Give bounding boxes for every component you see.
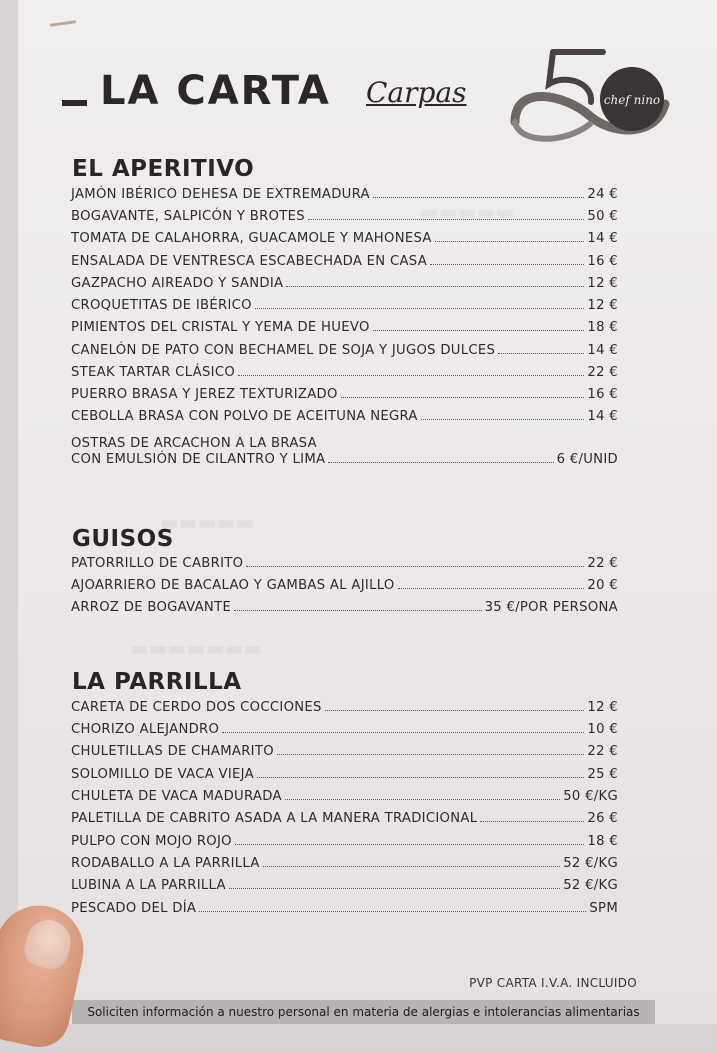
item-name: LUBINA A LA PARRILLA <box>71 878 226 893</box>
allergy-notice <box>72 1000 655 1024</box>
item-name: CHULETILLAS DE CHAMARITO <box>71 744 274 759</box>
dot-leader <box>498 353 584 354</box>
menu-item <box>71 767 618 787</box>
dot-leader <box>263 866 561 867</box>
item-price: 22 € <box>587 556 618 571</box>
menu-item <box>71 878 618 898</box>
menu-item <box>71 254 618 274</box>
item-name: CROQUETITAS DE IBÉRICO <box>71 298 252 313</box>
item-name: ENSALADA DE VENTRESCA ESCABECHADA EN CASA <box>71 254 428 269</box>
item-price: 16 € <box>587 254 618 269</box>
section-title-aperitivo: EL APERITIVO <box>72 156 255 182</box>
item-name: PUERRO BRASA Y JEREZ TEXTURIZADO <box>71 387 338 402</box>
item-price: 50 € <box>587 209 618 224</box>
allergy-notice-text: Soliciten información a nuestro personal en materia de alergias e intolerancias alimentarias <box>87 1005 640 1019</box>
dot-leader <box>234 610 482 611</box>
item-name: PULPO CON MOJO ROJO <box>71 834 232 849</box>
logo-text: chef nino <box>603 93 661 107</box>
menu-item <box>71 365 618 385</box>
item-price: 18 € <box>587 320 618 335</box>
item-name: CARETA DE CERDO DOS COCCIONES <box>71 700 322 715</box>
menu-item <box>71 343 618 363</box>
item-name: PATORRILLO DE CABRITO <box>71 556 244 571</box>
dot-leader <box>373 197 585 198</box>
item-price: SPM <box>589 901 618 916</box>
menu-title: LA CARTA <box>100 68 331 114</box>
item-price: 10 € <box>587 722 618 737</box>
dot-leader <box>277 754 585 755</box>
menu-item <box>71 744 618 764</box>
item-price: 20 € <box>587 578 618 593</box>
item-name: RODABALLO A LA PARRILLA <box>71 856 260 871</box>
item-price: 24 € <box>587 187 618 202</box>
menu-item <box>71 187 618 207</box>
item-price: 52 €/KG <box>563 878 618 893</box>
item-name: TOMATA DE CALAHORRA, GUACAMOLE Y MAHONESA <box>71 231 432 246</box>
item-price: 52 €/KG <box>563 856 618 871</box>
dot-leader <box>435 241 585 242</box>
dot-leader <box>328 462 553 463</box>
dot-leader <box>255 308 585 309</box>
dot-leader <box>373 330 585 331</box>
menu-item <box>71 901 618 921</box>
menu-item <box>71 856 618 876</box>
dot-leader <box>238 375 584 376</box>
section-title-parrilla: LA PARRILLA <box>72 669 242 695</box>
item-name: PESCADO DEL DÍA <box>71 901 197 916</box>
vat-note: PVP CARTA I.V.A. INCLUIDO <box>469 976 637 990</box>
dot-leader <box>235 844 585 845</box>
item-price: 12 € <box>587 298 618 313</box>
menu-item <box>71 320 618 340</box>
item-name-second-line: CON EMULSIÓN DE CILANTRO Y LIMA <box>71 452 326 467</box>
dot-leader <box>421 419 585 420</box>
menu-item <box>71 722 618 742</box>
item-name: CANELÓN DE PATO CON BECHAMEL DE SOJA Y JUGOS DULCES <box>71 343 496 358</box>
menu-item <box>71 789 618 809</box>
menu-item <box>71 409 618 429</box>
bleed-through-shape: ▬▬▬▬▬ <box>420 200 515 224</box>
item-price: 26 € <box>587 811 618 826</box>
chef-nino-50-logo <box>505 44 675 154</box>
menu-item <box>71 452 618 472</box>
menu-item <box>71 700 618 720</box>
bleed-through-shape: ▬▬▬▬▬▬▬ <box>130 636 263 660</box>
dot-leader <box>341 397 585 398</box>
dot-leader <box>246 566 584 567</box>
menu-item <box>71 578 618 598</box>
header-dash <box>62 100 87 106</box>
item-price: 6 €/UNID <box>556 452 618 467</box>
item-name: AJOARRIERO DE BACALAO Y GAMBAS AL AJILLO <box>71 578 395 593</box>
dot-leader <box>286 286 584 287</box>
item-price: 12 € <box>587 276 618 291</box>
item-price: 35 €/POR PERSONA <box>484 600 618 615</box>
item-price: 22 € <box>587 365 618 380</box>
item-name: PIMIENTOS DEL CRISTAL Y YEMA DE HUEVO <box>71 320 370 335</box>
dot-leader <box>222 732 584 733</box>
dot-leader <box>308 219 585 220</box>
item-price: 12 € <box>587 700 618 715</box>
menu-item <box>71 556 618 576</box>
item-price: 18 € <box>587 834 618 849</box>
item-name: JAMÓN IBÉRICO DEHESA DE EXTREMADURA <box>71 187 370 202</box>
section-title-guisos: GUISOS <box>72 526 174 552</box>
item-price: 50 €/KG <box>563 789 618 804</box>
dot-leader <box>285 799 560 800</box>
item-price: 14 € <box>587 231 618 246</box>
menu-item <box>71 209 618 229</box>
item-price: 22 € <box>587 744 618 759</box>
item-name: OSTRAS DE ARCACHON A LA BRASA <box>71 436 317 451</box>
menu-item <box>71 276 618 296</box>
dot-leader <box>199 911 586 912</box>
dot-leader <box>257 777 584 778</box>
restaurant-name: Carpas <box>366 76 467 109</box>
item-name: CHULETA DE VACA MADURADA <box>71 789 282 804</box>
menu-item <box>71 600 618 620</box>
item-name: STEAK TARTAR CLÁSICO <box>71 365 236 380</box>
item-name: CEBOLLA BRASA CON POLVO DE ACEITUNA NEGRA <box>71 409 418 424</box>
dot-leader <box>430 264 584 265</box>
menu-item <box>71 231 618 251</box>
bleed-through-shape: ▬▬▬▬▬ <box>160 510 255 534</box>
menu-item <box>71 811 618 831</box>
dot-leader <box>229 888 560 889</box>
item-price: 16 € <box>587 387 618 402</box>
item-name: GAZPACHO AIREADO Y SANDIA <box>71 276 284 291</box>
menu-item <box>71 387 618 407</box>
dot-leader <box>398 588 585 589</box>
item-name: ARROZ DE BOGAVANTE <box>71 600 232 615</box>
item-price: 14 € <box>587 343 618 358</box>
item-name: SOLOMILLO DE VACA VIEJA <box>71 767 254 782</box>
menu-item <box>71 834 618 854</box>
item-name: BOGAVANTE, SALPICÓN Y BROTES <box>71 209 305 224</box>
item-price: 25 € <box>587 767 618 782</box>
item-name: PALETILLA DE CABRITO ASADA A LA MANERA TRADICIONAL <box>71 811 478 826</box>
item-name: CHORIZO ALEJANDRO <box>71 722 220 737</box>
dot-leader <box>325 710 585 711</box>
menu-item-first-line <box>71 436 618 452</box>
menu-item <box>71 298 618 318</box>
dot-leader <box>480 821 584 822</box>
item-price: 14 € <box>587 409 618 424</box>
